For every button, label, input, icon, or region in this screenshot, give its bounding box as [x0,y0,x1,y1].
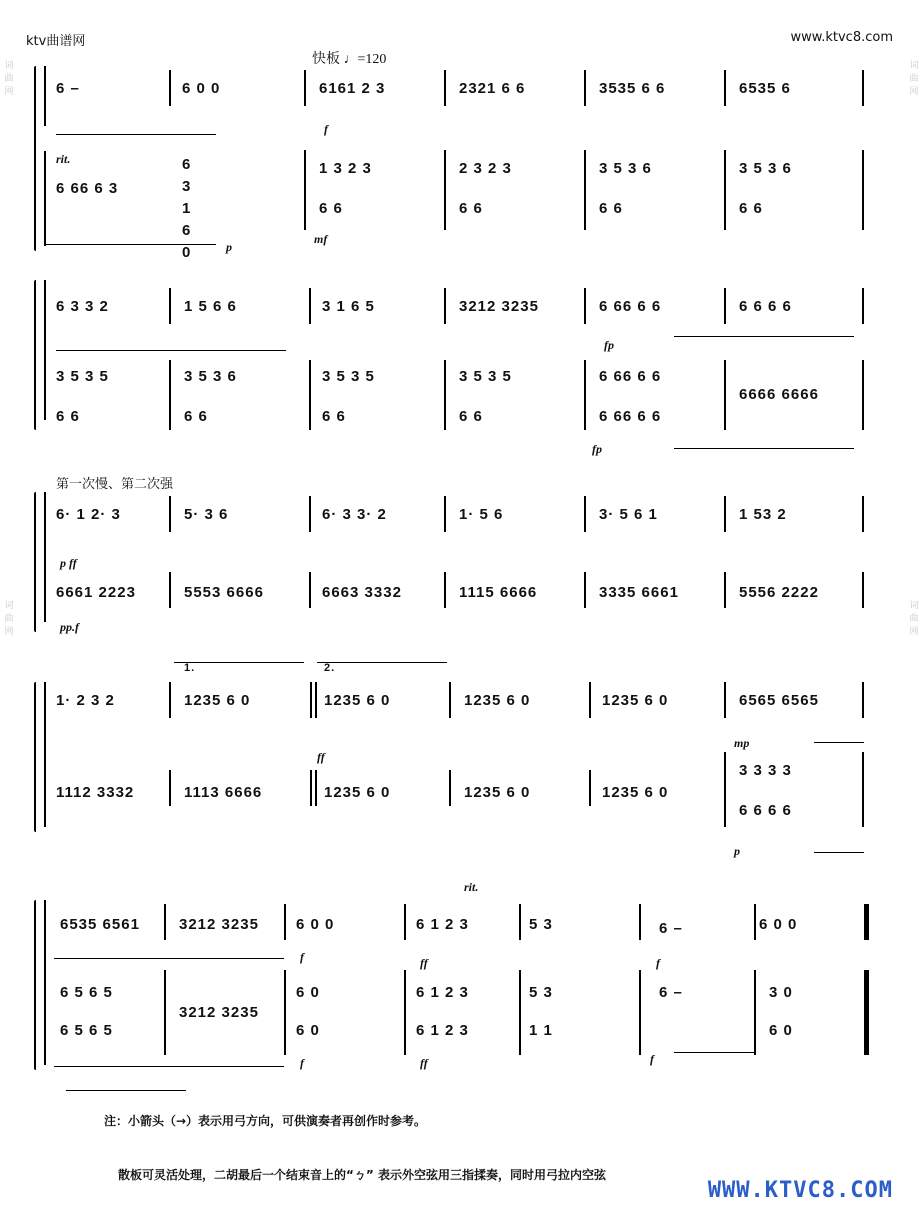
measure: 3 5 3 5 [56,368,109,385]
measure: 3 0 [769,984,793,1001]
site-name-left: ktv曲谱网 [26,34,86,49]
dynamic-mark: mf [314,232,328,246]
measure: 6 0 [769,1022,793,1039]
measure: 6 0 0 [182,80,221,97]
dynamic-mark: f [300,950,304,964]
measure: 1235 6 0 [324,692,391,709]
measure: 5 3 [529,916,553,933]
measure: 6535 6561 [60,916,140,933]
dynamic-mark: ff [420,956,428,970]
measure: 3· 5 6 1 [599,506,658,523]
dynamic-mark: p ff [60,556,77,570]
footnote-free-tempo: 散板可灵活处理，二胡最后一个结束音上的“ㄅ” 表示外空弦用三指揉奏，同时用弓拉内空弦 [118,1168,606,1182]
measure: 1 53 2 [739,506,787,523]
measure: 6 6 [319,200,343,217]
measure: 1235 6 0 [184,692,251,709]
measure: 6 6 [459,408,483,425]
measure: 6 – [659,984,683,1001]
measure: 6 66 6 6 [599,368,662,385]
score-system-5 [34,880,874,1070]
measure: 6535 6 [739,80,791,97]
section-note: 第一次慢、第二次强 [56,477,174,492]
measure: 3 5 3 6 [599,160,652,177]
measure: 5556 2222 [739,584,819,601]
measure: 6 0 0 [759,916,798,933]
measure: 6 6 [599,200,623,217]
tempo-marking: 快板 ♩=120 [312,52,387,67]
footnote-bowing-arrows: 注：小箭头（→）表示用弓方向，可供演奏者再创作时参考。 [104,1114,427,1128]
measure: 3 5 3 6 [739,160,792,177]
measure: 6 – [659,920,683,937]
measure: 1115 6666 [459,584,538,601]
measure: 3335 6661 [599,584,679,601]
measure: 3 5 3 6 [184,368,237,385]
side-watermark-left: 词曲网 [4,601,14,637]
dynamic-mark: f [324,122,328,136]
site-url-right: www.ktvc8.com [790,30,893,45]
system-brace [34,66,36,251]
measure: 5 3 [529,984,553,1001]
side-watermark-left: 词曲网 [4,61,14,97]
score-system-4 [34,662,874,858]
measure: 1 5 6 6 [184,298,237,315]
measure: 6 5 6 5 [60,1022,113,1039]
system-brace [34,682,36,832]
system-brace [34,900,36,1070]
measure: 6565 6565 [739,692,819,709]
measure: 6 5 6 5 [60,984,113,1001]
dynamic-mark: fp [592,442,602,456]
measure: 1235 6 0 [464,784,531,801]
measure: 3212 3235 [459,298,539,315]
measure: 2321 6 6 [459,80,526,97]
measure: 3 1 6 5 [322,298,375,315]
site-logo: WWW.KTVC8.COM [707,1178,893,1203]
dynamic-mark: f [650,1052,654,1066]
dynamic-mark: f [300,1056,304,1070]
measure: 1 3 2 3 [319,160,372,177]
measure: 1235 6 0 [324,784,391,801]
measure: 3 5 3 5 [322,368,375,385]
dynamic-mark: rit. [464,880,479,894]
measure: 6161 2 3 [319,80,386,97]
measure: 3 5 3 5 [459,368,512,385]
measure: 1235 6 0 [602,692,669,709]
measure: 6 66 6 6 [599,298,662,315]
measure: 6 66 6 3 [56,180,119,197]
score-system-2 [34,280,874,456]
measure: 6661 2223 [56,584,136,601]
measure: 6666 6666 [739,386,819,403]
side-watermark-right: 词曲网 [909,601,919,637]
measure: 5553 6666 [184,584,264,601]
measure: 6 6 [56,408,80,425]
measure: 2 3 2 3 [459,160,512,177]
measure: 1113 6666 [184,784,263,801]
score-system-1 [34,66,874,261]
dynamic-mark: rit. [56,152,71,166]
dynamic-mark: f [656,956,660,970]
measure: 6 6 [184,408,208,425]
measure: 6 3 3 2 [56,298,109,315]
measure: 1235 6 0 [464,692,531,709]
volta-ending-2: 2. [324,662,336,674]
measure: 6 3 1 6 0 [182,156,192,261]
measure: 1· 5 6 [459,506,504,523]
measure: 6 0 [296,984,320,1001]
measure: 5· 3 6 [184,506,229,523]
measure: 1235 6 0 [602,784,669,801]
measure: 6 6 6 6 [739,298,792,315]
measure: 3212 3235 [179,916,259,933]
dynamic-mark: pp.f [60,620,79,634]
side-watermark-right: 词曲网 [909,61,919,97]
measure: 1 1 [529,1022,553,1039]
measure: 3212 3235 [179,1004,259,1021]
measure: 1112 3332 [56,784,135,801]
measure: 6 – [56,80,80,97]
measure: 6 1 2 3 [416,984,469,1001]
measure: 6 0 0 [296,916,335,933]
measure: 6 6 6 6 [739,802,792,819]
measure: 6663 3332 [322,584,402,601]
volta-ending-1: 1. [184,662,196,674]
system-brace [34,280,36,430]
measure: 6 66 6 6 [599,408,662,425]
score-system-3 [34,492,874,632]
measure: 3535 6 6 [599,80,666,97]
system-brace [34,492,36,632]
measure: 6 1 2 3 [416,1022,469,1039]
measure: 6 6 [459,200,483,217]
measure: 6 0 [296,1022,320,1039]
dynamic-mark: p [734,844,740,858]
measure: 6 6 [739,200,763,217]
measure: 6· 1 2· 3 [56,506,121,523]
measure: 6· 3 3· 2 [322,506,387,523]
dynamic-mark: ff [317,750,325,764]
dynamic-mark: fp [604,338,614,352]
dynamic-mark: mp [734,736,750,750]
dynamic-mark: p [226,240,232,254]
measure: 6 6 [322,408,346,425]
measure: 6 1 2 3 [416,916,469,933]
measure: 3 3 3 3 [739,762,792,779]
measure: 1· 2 3 2 [56,692,115,709]
dynamic-mark: ff [420,1056,428,1070]
